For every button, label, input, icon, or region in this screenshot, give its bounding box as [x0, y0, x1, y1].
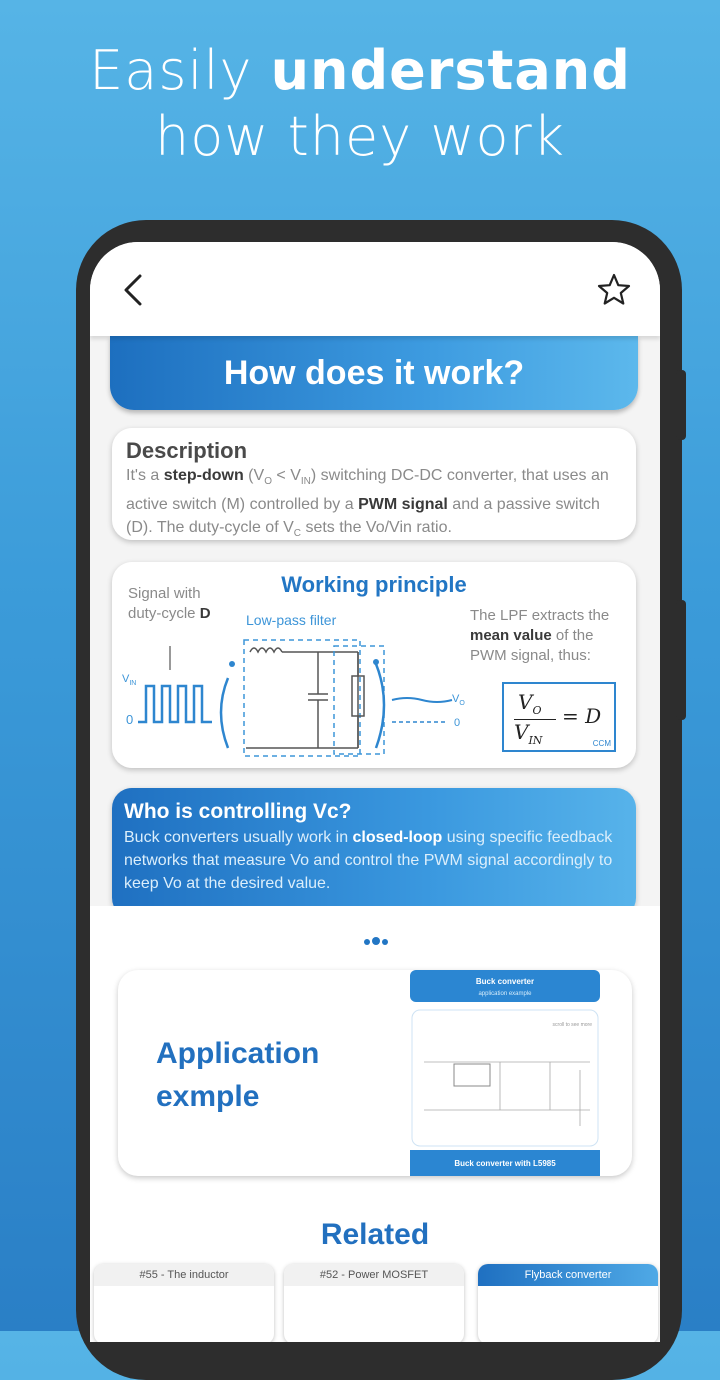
phone-volume-button	[676, 370, 686, 440]
zero-left-label: 0	[126, 712, 134, 727]
controller-card	[112, 788, 636, 906]
description-card	[112, 428, 636, 540]
chevron-left-icon[interactable]	[118, 270, 152, 310]
section-banner: How does it work?	[110, 336, 638, 410]
headline-bold-text: understand	[270, 39, 631, 102]
headline	[0, 38, 720, 170]
signal-label: Signal with duty-cycle D	[128, 585, 211, 622]
pwm-signal-wave	[138, 686, 212, 722]
star-outline-icon[interactable]	[596, 272, 632, 308]
headline-line-2: how they work	[154, 105, 565, 168]
related-item-flyback[interactable]	[478, 1264, 658, 1342]
thumbnail-footer: Buck converter with L5985	[454, 1159, 556, 1168]
output-signal-wave	[392, 698, 452, 702]
controller-text: Buck converters usually work in closed-loop using specific feedback networks that measure Vo and control the PWM signal accordingly to keep Vo at the desired value.	[124, 829, 613, 892]
page-dot[interactable]	[364, 939, 370, 945]
related-item-power-mosfet[interactable]	[284, 1264, 464, 1342]
vin-label: $V_{IN}$	[122, 673, 137, 687]
working-principle-title: Working principle	[281, 572, 467, 597]
thumbnail-title: Buck converter	[475, 977, 535, 986]
description-text: It's a step-down $(V_O < V_{IN})$ switching DC-DC converter, that uses an active switch (M) controlled by a PWM signal and a passive switch (D). The duty-cycle of $V_C$ sets the Vo/Vin ratio.	[126, 467, 609, 540]
application-thumbnail	[410, 970, 600, 1176]
low-pass-filter-label: Low-pass filter	[246, 612, 337, 628]
inductor-symbol	[250, 648, 282, 652]
duty-cycle-formula: $V_O$ $V_{IN}$ = D CCM	[502, 682, 616, 752]
phone-power-button	[676, 600, 686, 720]
description-title: Description	[126, 438, 248, 463]
related-item-label: #55 - The inductor	[94, 1264, 274, 1286]
thumbnail-subtitle: application example	[478, 991, 532, 997]
phone-screen	[90, 242, 660, 1342]
related-title: Related	[320, 1218, 430, 1251]
working-principle-card	[112, 562, 636, 768]
related-item-inductor[interactable]	[94, 1264, 274, 1342]
vo-label: $V_O$	[452, 693, 465, 707]
controller-title: Who is controlling Vc?	[124, 800, 352, 823]
related-item-label: Flyback converter	[478, 1264, 658, 1286]
page-dot-active[interactable]	[372, 937, 380, 945]
application-example-card[interactable]	[118, 970, 632, 1176]
headline-line-1	[0, 38, 720, 104]
carousel-page-indicator[interactable]	[364, 932, 390, 950]
how-it-works-carousel[interactable]	[90, 336, 660, 906]
lpf-explanation: The LPF extracts the mean value of the PWM signal, thus:	[470, 607, 610, 664]
application-example-label: Application exmple	[156, 1037, 320, 1113]
filter-dashed-box	[244, 640, 360, 756]
zero-right-label: 0	[454, 717, 461, 729]
related-item-label: #52 - Power MOSFET	[284, 1264, 464, 1286]
page-dot[interactable]	[382, 939, 388, 945]
top-app-bar	[90, 242, 660, 336]
thumbnail-scroll-hint: scroll to see more	[552, 1022, 592, 1028]
headline-light-text: Easily	[89, 39, 271, 102]
